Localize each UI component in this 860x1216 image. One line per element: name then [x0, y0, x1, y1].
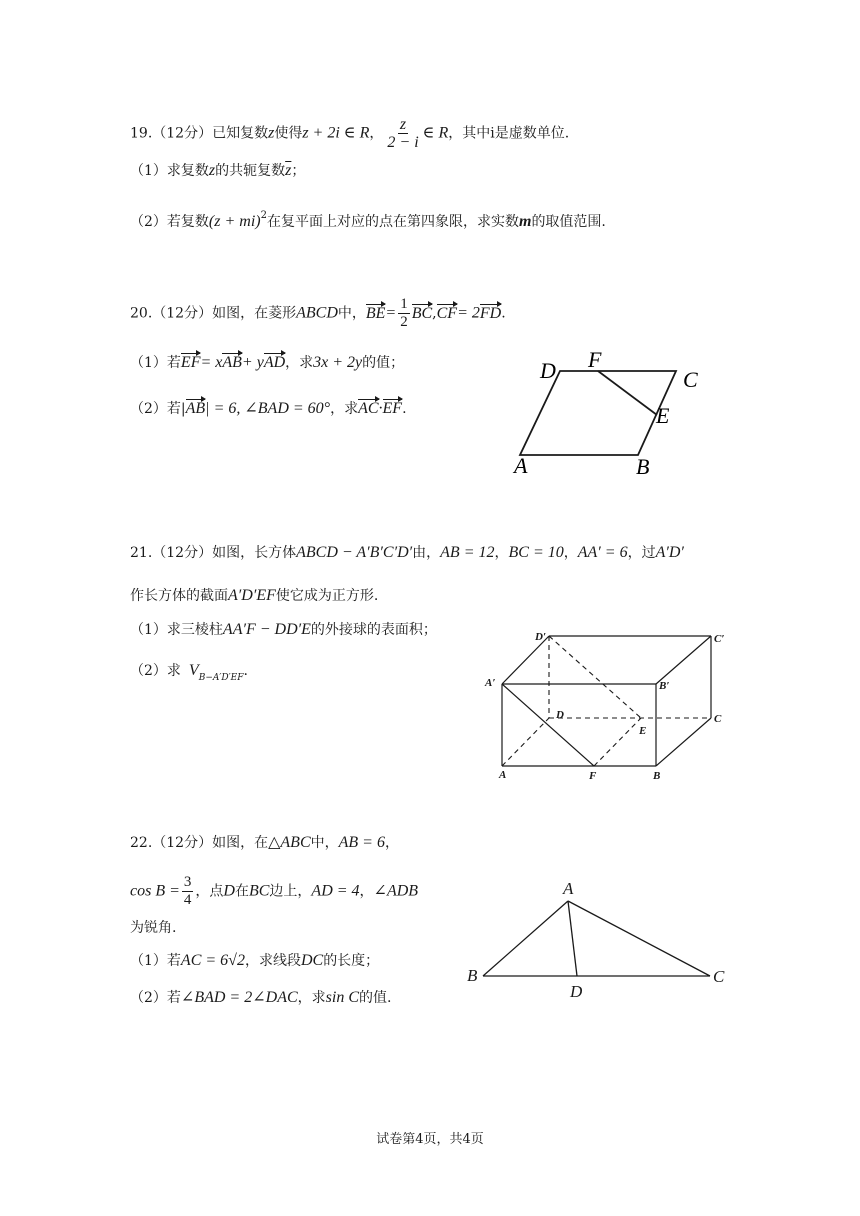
label-f: F — [589, 770, 597, 782]
label-e: E — [639, 725, 647, 737]
q22-part1: （1）若AC = 6√2，求线段DC的长度； — [130, 952, 380, 969]
label-cp: C′ — [714, 633, 725, 645]
segment-ba — [483, 901, 568, 976]
q21-stem: 21.（12分）如图，长方体ABCD − A′B′C′D′由，AB = 12，BC = 10，AA′ = 6，过A′D′ — [130, 544, 684, 561]
label-d: D — [540, 358, 556, 383]
page-footer: 试卷第4页，共4页 — [376, 1132, 484, 1147]
label-c: C — [713, 967, 725, 986]
label-b: B — [636, 454, 650, 479]
label-c: C — [714, 713, 722, 725]
segment-fe — [598, 371, 657, 415]
q22-line2: cos B = $\frac{3}{4}$ ，点D在BC边上，AD = 4，∠ADB — [130, 874, 419, 908]
cuboid-figure — [482, 628, 732, 788]
z-over-2-minus-i: $\frac{z}{2 - i}$ — [387, 116, 419, 151]
q22-stem: 22.（12分）如图，在△ABC中，AB = 6， — [130, 834, 399, 851]
q22-line3: 为锐角. — [130, 920, 177, 936]
label-bp: B′ — [659, 680, 670, 692]
q19-part1: （1）求复数z的共轭复数$\overline{z}$； — [130, 162, 306, 179]
segment-ac — [568, 901, 710, 976]
z-var: z — [268, 124, 275, 142]
triangle-figure — [462, 875, 732, 1005]
q20-part2: （2）若|AB| = 6, ∠BAD = 60°，求AC·EF. — [130, 400, 407, 417]
label-d: D — [570, 982, 583, 1001]
label-f: F — [588, 347, 602, 372]
label-dp: D′ — [535, 631, 547, 643]
q20-part1: （1）若EF= xAB+ yAD，求3x + 2y的值； — [130, 354, 405, 371]
q21-line2: 作长方体的截面A′D′EF使它成为正方形. — [130, 587, 379, 604]
label-a: A — [499, 769, 507, 781]
q19-stem: 19.（12分）已知复数z使得z + 2i ∈ R， $\frac{z}{2 - i}$ ∈ R，其中i是虚数单位. — [130, 116, 570, 151]
label-a: A — [563, 879, 574, 898]
q19-part2: （2）若复数(z + mi)$^2$在复平面上对应的点在第四象限，求实数m的取值范围. — [130, 210, 606, 230]
label-a: A — [514, 453, 528, 478]
q21-part1: （1）求三棱柱AA′F − DD′E的外接球的表面积； — [130, 621, 437, 638]
q21-part2: （2）求 $V_{B-A'D'EF}$. — [130, 662, 248, 683]
label-b: B — [467, 966, 478, 985]
label-b: B — [653, 770, 661, 782]
rhombus-figure — [500, 345, 720, 480]
segment-ad — [568, 901, 577, 976]
q22-part2: （2）若∠BAD = 2∠DAC，求sin C的值. — [130, 989, 392, 1006]
q20-stem: 20.（12分）如图，在菱形ABCD中，BE= $\frac{1}{2}$ BC,CF= 2FD. — [130, 296, 506, 330]
label-ap: A′ — [485, 677, 496, 689]
rhombus-outline — [520, 371, 676, 455]
label-c: C — [683, 367, 698, 392]
label-d: D — [556, 709, 564, 721]
label-e: E — [656, 403, 670, 428]
